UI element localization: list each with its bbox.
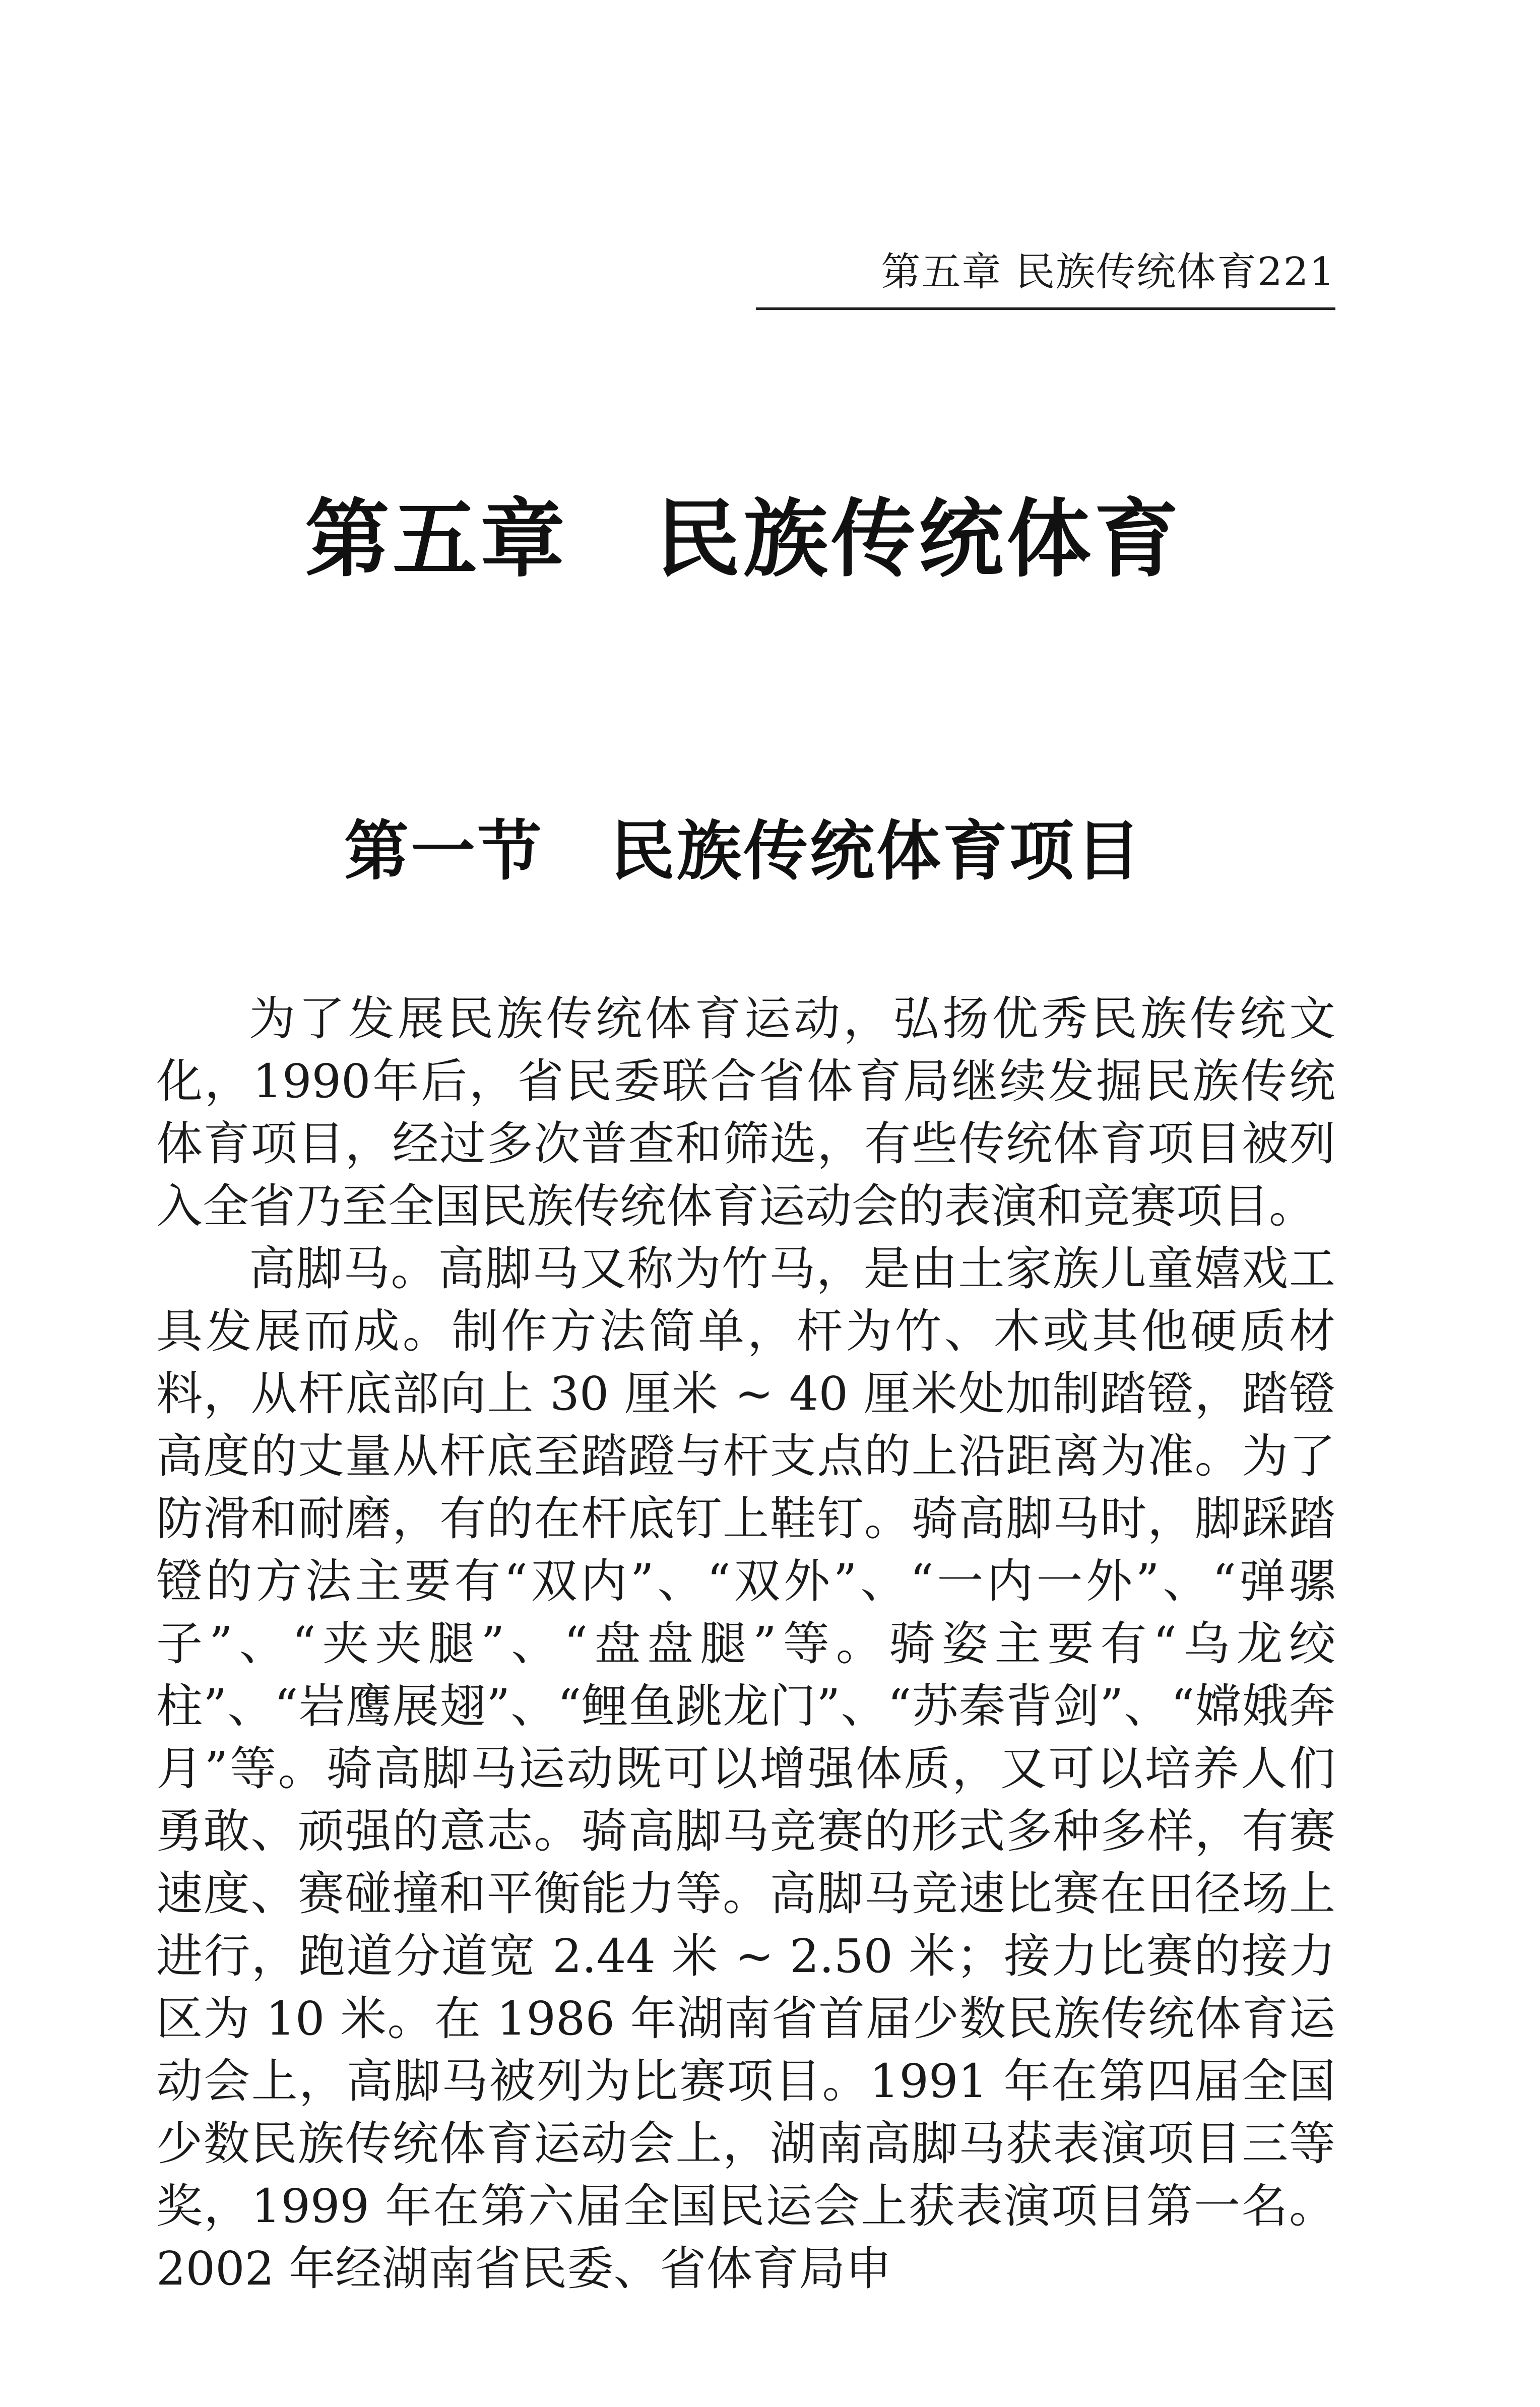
paragraph-gaojiaoma: 高脚马。高脚马又称为竹马，是由土家族儿童嬉戏工具发展而成。制作方法简单，杆为竹、木或其他硬质材料，从杆底部向上 30 厘米 ~ 40 厘米处加制踏镫，踏镫高度的丈量从杆底至踏蹬与杆支点的上沿距离为准。为了防滑和耐磨，有的在杆底钉上鞋钉。骑高脚马时，脚踩踏镫的方法主要有“双内”、“双外”、“一内一外”、“弹骡子”、“夹夹腿”、“盘盘腿”等。骑姿主要有“乌龙绞柱”、“岩鹰展翅”、“鲤鱼跳龙门”、“苏秦背剑”、“嫦娥奔月”等。骑高脚马运动既可以增强体质，又可以培养人们勇敢、顽强的意志。骑高脚马竞赛的形式多种多样，有赛速度、赛碰撞和平衡能力等。高脚马竞速比赛在田径场上进行，跑道分道宽 2.44 米 ~ 2.50 米；接力比赛的接力区为 10 米。在 1986 年湖南省首届少数民族传统体育运动会上，高脚马被列为比赛项目。1991 年在第四届全国少数民族传统体育运动会上，湖南高脚马获表演项目三等奖，1999 年在第六届全国民运会上获表演项目第一名。2002 年经湖南省民委、省体育局申: [156, 1242, 1335, 2296]
running-header-title: 第五章 民族传统体育: [881, 249, 1258, 295]
header-rule: [756, 307, 1335, 310]
section-title: 第一节 民族传统体育项目: [344, 814, 1142, 889]
running-header: [756, 247, 1335, 297]
chapter-title: 第五章 民族传统体育: [305, 490, 1182, 589]
paragraph-intro: 为了发展民族传统体育运动，弘扬优秀民族传统文化，1990年后，省民委联合省体育局继续发掘民族传统体育项目，经过多次普查和筛选，有些传统体育项目被列入全省乃至全国民族传统体育运动会的表演和竞赛项目。: [156, 992, 1335, 1233]
body-text: [156, 988, 1335, 2300]
page-number: 221: [1257, 249, 1335, 295]
